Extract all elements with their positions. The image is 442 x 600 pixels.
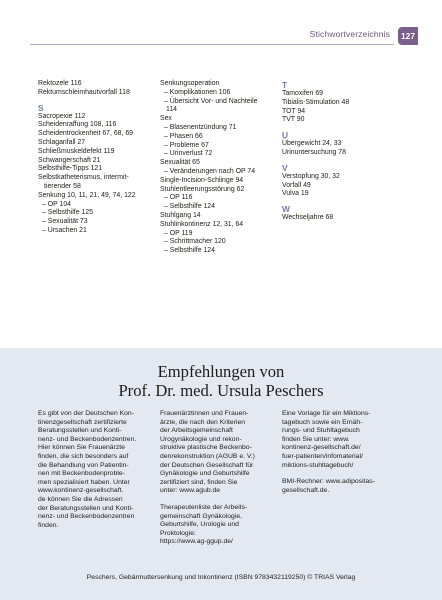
index-subentry: – Komplikationen 106	[164, 88, 231, 96]
index-subentry: – Selbsthilfe 125	[42, 209, 93, 217]
index-column-2	[160, 80, 278, 256]
index-column-3	[282, 80, 412, 223]
index-subentry: – Ursachen 21	[42, 226, 87, 234]
index-entry: Rektozele 116	[38, 80, 82, 87]
recommendations-column-3	[282, 410, 410, 503]
header-divider	[30, 44, 394, 45]
paragraph-line: Proktologie:	[160, 529, 196, 537]
index-entry: Urinuntersuchung 78	[282, 148, 346, 156]
index-subentry: – Probleme 67	[164, 141, 209, 149]
paragraph-line: Geburtshilfe, Urologie und	[160, 521, 239, 529]
index-subentry: – Veränderungen nach OP 74	[164, 167, 256, 175]
index-subentry: – Urinverlust 72	[164, 150, 213, 158]
paragraph-line: www.kontinenz-gesellschaft.	[38, 487, 124, 495]
index-subentry: – Selbsthilfe 124	[164, 203, 215, 211]
paragraph-line: rungs- und Stuhltagebuch	[282, 427, 360, 435]
recommendation-paragraph	[282, 478, 410, 495]
index-entry: TOT 94	[282, 107, 306, 115]
index-subentry: – OP 116	[164, 194, 193, 202]
paragraph-line: miktions-stuhltagebuch/	[282, 461, 354, 469]
paragraph-line: men spezialisiert haben. Unter	[38, 478, 130, 486]
paragraph-line: Es gibt von der Deutschen Kon-	[38, 410, 134, 417]
page-header	[0, 27, 442, 45]
recommendation-paragraph	[160, 504, 280, 547]
paragraph-line: ärzte, die nach den Kriterien	[160, 418, 246, 426]
paragraph-line: fuer-patienten/infomaterial/	[282, 452, 363, 460]
paragraph-line: der Arbeitsgemeinschaft	[160, 427, 233, 435]
paragraph-line: gesellschaft.de.	[282, 486, 330, 494]
index-letter-heading: V	[282, 162, 288, 173]
paragraph-line: Hier können Sie Frauenärzte	[38, 444, 125, 452]
index-entry: Stuhlentleerungsstörung 62	[160, 185, 245, 193]
paragraph-line: BMI-Rechner: www.adipositas-	[282, 478, 375, 486]
paragraph-line: der Beratungsstellen und Konti-	[38, 504, 134, 512]
index-subentry: – Übersicht Vor- und Nachteile	[164, 97, 258, 105]
recommendation-paragraph	[160, 410, 280, 496]
index-subentry: – Selbsthilfe 124	[164, 247, 215, 255]
paragraph-line: de können Sie die Adressen	[38, 495, 123, 503]
index-subentry: – Schrittmacher 120	[164, 238, 226, 246]
index-entry: Vulva 19	[282, 190, 309, 198]
paragraph-line: nenz- und Beckenbodenzentren	[38, 513, 135, 521]
paragraph-line: Gynäkologie und Geburtshilfe	[160, 470, 250, 478]
copyright-footer: Peschers, Gebärmuttersenkung und Inkontinenz (ISBN 9783432119250) © TRIAS Verlag	[86, 574, 356, 581]
index-entry: Schließmuskeldefekt 119	[38, 147, 115, 155]
index-entry: Scheidentrockenheit 67, 68, 69	[38, 130, 134, 138]
paragraph-line: Urogynäkologie und rekon-	[160, 435, 242, 443]
index-letter-heading: T	[282, 80, 288, 90]
index-entry: Sexualität 65	[160, 159, 200, 167]
recommendation-paragraph	[38, 410, 158, 530]
running-head-title: Stichwortverzeichnis	[309, 29, 390, 39]
index-entry: Selbsthilfe-Tipps 121	[38, 165, 103, 173]
index-entry-continuation: 114	[166, 106, 177, 114]
paragraph-line: finden Sie unter: www.	[282, 435, 350, 443]
index-entry: Schlaganfall 27	[38, 138, 86, 146]
index-entry: Rektumschleimhautvorfall 118	[38, 88, 130, 96]
paragraph-line: Frauenärztinnen und Frauen-	[160, 410, 249, 417]
index-entry-continuation: tierender 58	[44, 182, 81, 190]
index-entry: Schwangerschaft 21	[38, 156, 101, 164]
index-entry: Übergewicht 24, 33	[282, 140, 342, 148]
page-number-badge: 127	[398, 27, 418, 45]
paragraph-line: nen mit Beckenbodenproble-	[38, 470, 125, 478]
index-letter-heading: U	[282, 130, 289, 141]
paragraph-line: https://www.ag-ggup.de/	[160, 538, 233, 546]
recommendations-author: Prof. Dr. med. Ursula Peschers	[118, 381, 324, 400]
index-entry: Vorfall 49	[282, 181, 311, 189]
index-entry: Single-Incision-Schlinge 94	[160, 176, 244, 184]
paragraph-line: denrekonstruktion (AGUB e. V.)	[160, 452, 255, 460]
paragraph-line: Therapeutenliste der Arbeits-	[160, 503, 248, 511]
paragraph-line: finden, die sich besonders auf	[38, 452, 129, 460]
paragraph-line: gemeinschaft Gynäkologie,	[160, 512, 242, 520]
index-entry: Senkungsoperation	[160, 80, 220, 87]
paragraph-line: der Deutschen Gesellschaft für	[160, 461, 254, 469]
recommendation-paragraph	[282, 410, 410, 470]
index-subentry: – OP 119	[164, 229, 193, 237]
paragraph-line: die Behandlung von Patientin-	[38, 461, 129, 469]
index-entry: TVT 90	[282, 116, 305, 124]
index-entry: Sacropexie 112	[38, 112, 86, 120]
index-letter-heading: W	[282, 204, 290, 215]
recommendations-column-2	[160, 410, 280, 555]
recommendations-column-1	[38, 410, 158, 538]
paragraph-line: tagebuch sowie ein Ernäh-	[282, 418, 363, 426]
index-subentry: – Phasen 66	[164, 132, 203, 140]
paragraph-line: Beratungsstellen und Konti-	[38, 427, 122, 435]
paragraph-line: finden.	[38, 521, 59, 529]
index-column-1	[38, 80, 156, 236]
index-subentry: – Sexualität 73	[42, 218, 88, 226]
paragraph-line: nenz- und Beckenbodenzentren.	[38, 435, 137, 443]
index-entry: Wechseljahre 68	[282, 214, 334, 222]
index-subentry: – Blasenentzündung 71	[164, 123, 237, 131]
paragraph-line: zertifiziert sind, finden Sie	[160, 478, 238, 486]
index-letter-heading: S	[38, 102, 44, 113]
index-entry: Scheidenraffung 108, 116	[38, 121, 117, 129]
index-entry: Stuhlgang 14	[160, 211, 201, 219]
index-subentry: – OP 104	[42, 200, 71, 208]
recommendations-title: Empfehlungen von	[157, 362, 285, 381]
index-entry: Stuhlinkontinenz 12, 31, 64	[160, 220, 244, 228]
paragraph-line: Eine Vorlage für ein Miktions-	[282, 410, 371, 417]
paragraph-line: unter: www.agub.de	[160, 487, 221, 495]
paragraph-line: struktive plastische Beckenbo-	[160, 444, 252, 452]
paragraph-line: tinenzgesellschaft zertifizierte	[38, 418, 127, 426]
index-entry: Verstopfung 30, 32	[282, 172, 340, 180]
index-entry: Tamoxifen 69	[282, 90, 323, 97]
index-entry: Senkung 10, 11, 21, 49, 74, 122	[38, 191, 136, 199]
index-entry: Selbstkatheterismus, intermit-	[38, 174, 129, 182]
index-entry: Tibialis-Stimulation 48	[282, 98, 350, 106]
paragraph-line: kontinenz-gesellschaft.de/	[282, 444, 361, 452]
recommendations-panel	[0, 348, 442, 600]
index-entry: Sex	[160, 115, 172, 123]
